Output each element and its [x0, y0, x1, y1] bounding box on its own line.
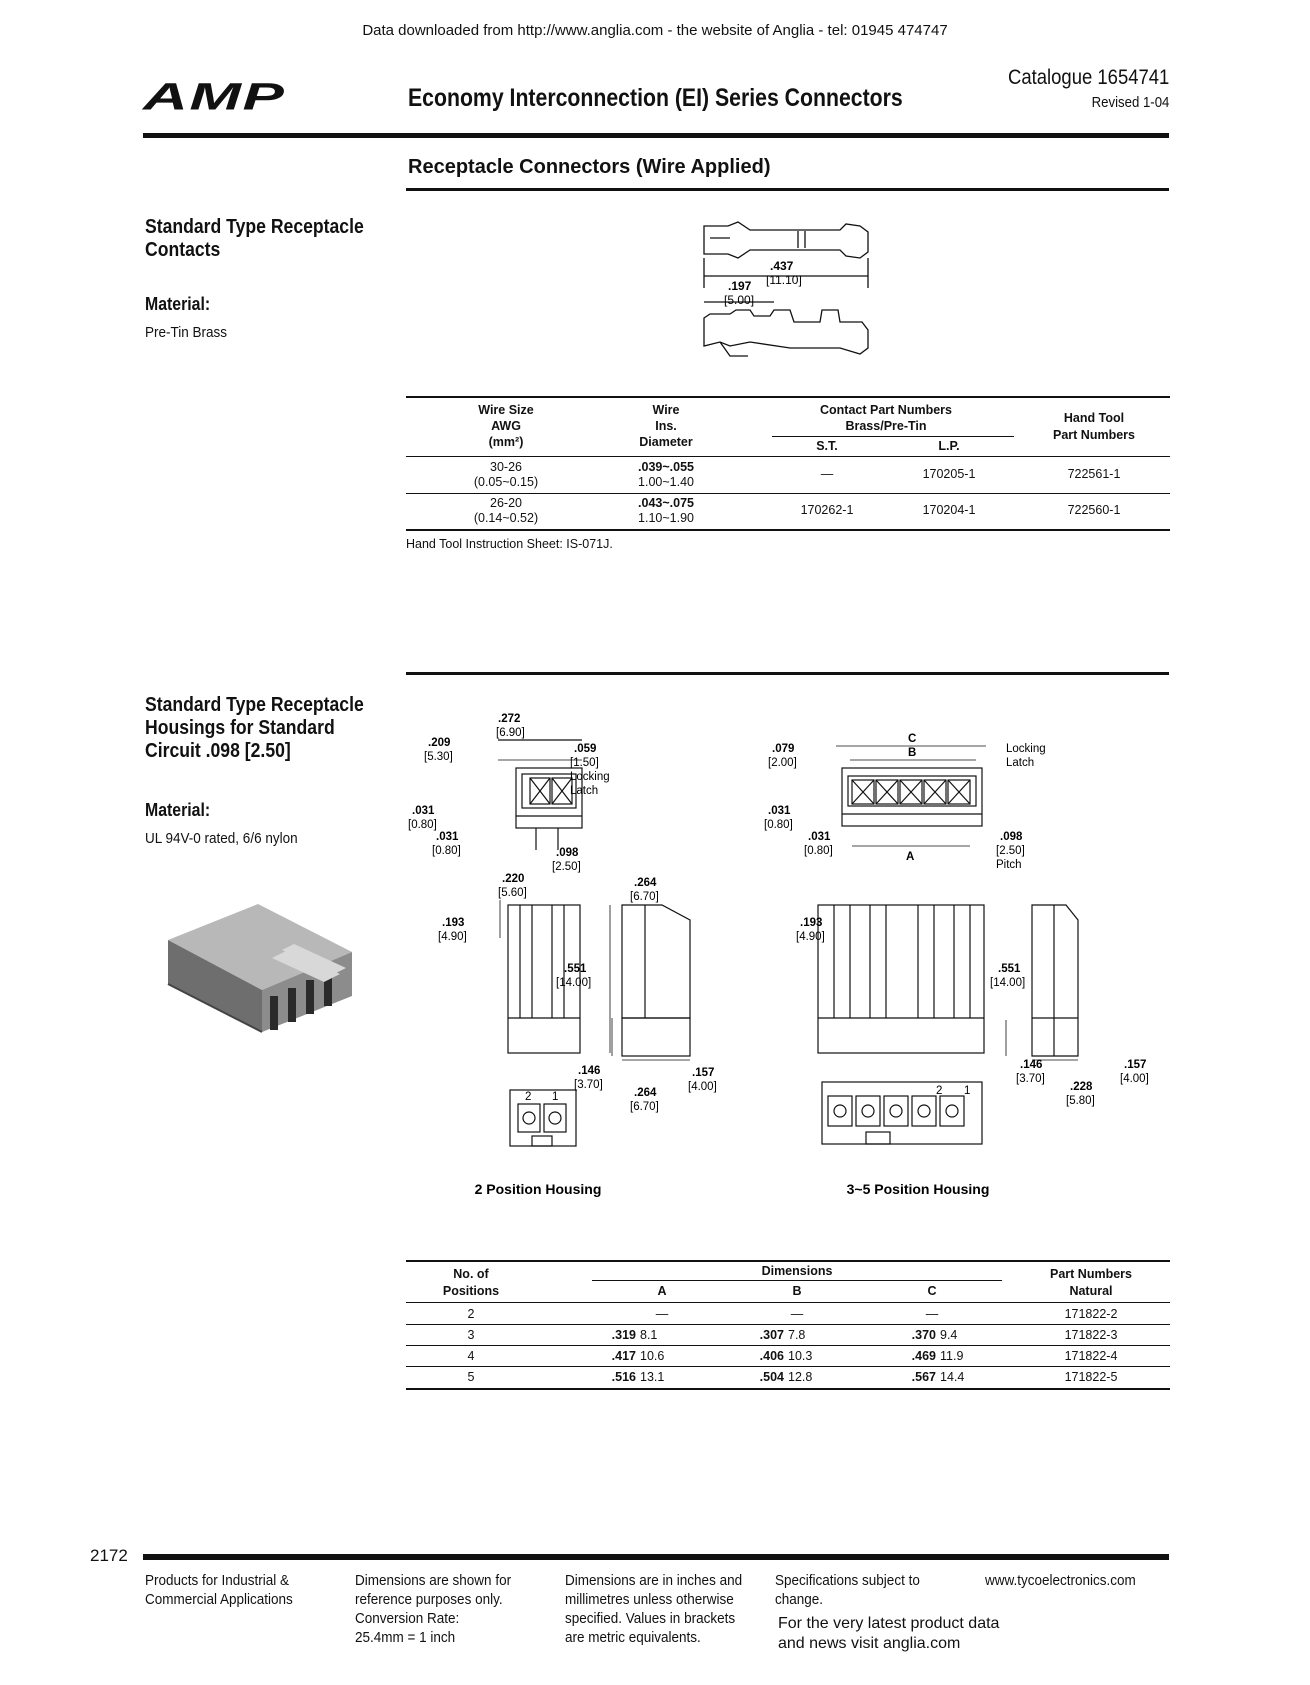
svg-text:[3.70]: [3.70] [574, 1079, 603, 1091]
svg-text:.551: .551 [564, 963, 587, 975]
svg-text:[14.00]: [14.00] [556, 977, 592, 989]
th-st: S.T. [816, 439, 838, 453]
th-diameter: Diameter [639, 435, 693, 449]
svg-text:[3.70]: [3.70] [1016, 1073, 1045, 1085]
svg-text:[4.90]: [4.90] [796, 931, 825, 943]
svg-text:[6.90]: [6.90] [496, 727, 525, 739]
housings-material-label: Material: [145, 800, 211, 820]
th-part-numbers: Part Numbers [1050, 1267, 1132, 1281]
svg-text:.146: .146 [1020, 1059, 1043, 1071]
housing-photo [162, 900, 362, 1050]
dim-197-mm: [5.00] [724, 293, 755, 307]
footer-col-2: Dimensions are shown for reference purposes only. Conversion Rate: 25.4mm = 1 inch [355, 1572, 512, 1646]
svg-text:Latch: Latch [570, 785, 599, 797]
svg-text:[2.50]: [2.50] [552, 861, 581, 873]
svg-text:.079: .079 [772, 743, 795, 755]
th-c: C [927, 1284, 937, 1298]
download-note: Data downloaded from http://www.anglia.com - the website of Anglia - tel: 01945 474747 [362, 22, 948, 39]
table-row: 3 .319 8.1 .307 7.8 .370 9.4 171822-3 [467, 1328, 1118, 1342]
svg-text:.551: .551 [998, 963, 1021, 975]
svg-text:.157: .157 [1124, 1059, 1147, 1071]
svg-text:[0.80]: [0.80] [804, 845, 833, 857]
page-title: Economy Interconnection (EI) Series Connectors [408, 84, 903, 112]
svg-text:.264: .264 [634, 1087, 657, 1099]
th-brass: Brass/Pre-Tin [845, 419, 927, 433]
housings-rule [406, 672, 1169, 675]
svg-text:[4.00]: [4.00] [688, 1081, 717, 1093]
svg-text:[2.00]: [2.00] [768, 757, 797, 769]
svg-text:A: A [906, 851, 915, 863]
svg-text:1: 1 [964, 1085, 971, 1097]
svg-text:.031: .031 [412, 805, 435, 817]
dim-197: .197 [728, 279, 752, 293]
th-awg: AWG [491, 419, 521, 433]
svg-text:.031: .031 [808, 831, 831, 843]
tool-instruction-note: Hand Tool Instruction Sheet: IS-071J. [406, 537, 613, 551]
table-row: 26-20 (0.14~0.52) .043~.075 1.10~1.90 170262-1 170204-1 722560-1 [473, 496, 1121, 525]
th-no-of: No. of [453, 1267, 489, 1281]
svg-text:[4.90]: [4.90] [438, 931, 467, 943]
svg-text:[6.70]: [6.70] [630, 891, 659, 903]
two-position-housing-drawing [408, 700, 740, 1197]
two-position-caption: 2 Position Housing [474, 1181, 602, 1197]
th-lp: L.P. [938, 439, 960, 453]
svg-text:.193: .193 [800, 917, 823, 929]
header-rule [143, 133, 1169, 138]
th-a: A [657, 1284, 667, 1298]
svg-text:Latch: Latch [1006, 757, 1035, 769]
svg-text:.209: .209 [428, 737, 451, 749]
svg-text:.272: .272 [498, 713, 521, 725]
contact-drawing [690, 218, 880, 360]
housings-heading: Standard Type Receptacle Housings for Standard Circuit .098 [2.50] [145, 694, 364, 762]
th-wire: Wire [652, 403, 680, 417]
svg-text:Locking: Locking [570, 771, 610, 783]
svg-text:[0.80]: [0.80] [408, 819, 437, 831]
svg-text:[14.00]: [14.00] [990, 977, 1026, 989]
three-five-position-caption: 3~5 Position Housing [846, 1181, 990, 1197]
footer-rule [143, 1554, 1169, 1560]
svg-text:.031: .031 [436, 831, 459, 843]
svg-text:[0.80]: [0.80] [432, 845, 461, 857]
table-row: 30-26 (0.05~0.15) .039~.055 1.00~1.40 — 170205-1 722561-1 [473, 460, 1121, 489]
svg-text:2: 2 [525, 1091, 532, 1103]
footer-col-1: Products for Industrial & Commercial Applications [145, 1572, 293, 1608]
contacts-material: Pre-Tin Brass [145, 324, 228, 341]
th-hand-tool: Hand Tool [1063, 411, 1125, 425]
table-row: 5 .516 13.1 .504 12.8 .567 14.4 171822-5 [467, 1370, 1118, 1384]
th-contact-parts: Contact Part Numbers [820, 403, 952, 417]
three-five-position-housing-drawing [764, 700, 1170, 1197]
svg-text:[2.50]: [2.50] [996, 845, 1025, 857]
page-number: 2172 [90, 1546, 128, 1565]
svg-text:B: B [908, 747, 917, 759]
svg-text:.193: .193 [442, 917, 465, 929]
footer-col-4: Specifications subject to change. [775, 1572, 920, 1608]
svg-text:.098: .098 [1000, 831, 1023, 843]
table-row: 4 .417 10.6 .406 10.3 .469 11.9 171822-4 [467, 1349, 1118, 1363]
svg-text:[5.60]: [5.60] [498, 887, 527, 899]
footer-col-3: Dimensions are in inches and millimetres unless otherwise specified. Values in brackets are metric equivalents. [565, 1572, 743, 1646]
th-mm: (mm²) [488, 435, 524, 449]
th-dimensions: Dimensions [761, 1264, 833, 1278]
section-title: Receptacle Connectors (Wire Applied) [408, 156, 771, 178]
anglia-note: For the very latest product data and news visit anglia.com [778, 1615, 1000, 1652]
svg-text:.220: .220 [502, 873, 525, 885]
housings-material: UL 94V-0 rated, 6/6 nylon [145, 830, 298, 847]
svg-text:.059: .059 [574, 743, 597, 755]
svg-text:.031: .031 [768, 805, 791, 817]
svg-text:[0.80]: [0.80] [764, 819, 793, 831]
svg-text:.098: .098 [556, 847, 579, 859]
svg-text:Locking: Locking [1006, 743, 1046, 755]
svg-text:C: C [908, 733, 917, 745]
svg-text:[5.30]: [5.30] [424, 751, 453, 763]
svg-text:.146: .146 [578, 1065, 601, 1077]
contacts-material-label: Material: [145, 294, 211, 314]
th-tool-parts: Part Numbers [1053, 428, 1135, 442]
footer-website[interactable]: www.tycoelectronics.com [985, 1572, 1136, 1589]
th-b: B [792, 1284, 802, 1298]
dim-437: .437 [770, 259, 794, 273]
section-rule [406, 188, 1169, 191]
dim-437-mm: [11.10] [766, 273, 802, 287]
svg-text:.157: .157 [692, 1067, 715, 1079]
svg-text:Pitch: Pitch [996, 859, 1022, 871]
svg-text:[1.50]: [1.50] [570, 757, 599, 769]
svg-text:[4.00]: [4.00] [1120, 1073, 1149, 1085]
catalogue-number: Catalogue 1654741 [1007, 66, 1169, 89]
revision-date: Revised 1-04 [1091, 94, 1169, 111]
amp-logo: AMP [143, 76, 286, 118]
th-natural: Natural [1069, 1284, 1113, 1298]
th-ins: Ins. [655, 419, 677, 433]
svg-text:2: 2 [936, 1085, 943, 1097]
table-row: 2 — — — 171822-2 [467, 1307, 1118, 1321]
contacts-heading: Standard Type Receptacle Contacts [145, 216, 364, 261]
svg-text:[6.70]: [6.70] [630, 1101, 659, 1113]
svg-text:.228: .228 [1070, 1081, 1093, 1093]
th-wire-size: Wire Size [478, 403, 534, 417]
svg-text:1: 1 [552, 1091, 559, 1103]
svg-text:[5.80]: [5.80] [1066, 1095, 1095, 1107]
svg-text:.264: .264 [634, 877, 657, 889]
th-positions: Positions [442, 1284, 500, 1298]
